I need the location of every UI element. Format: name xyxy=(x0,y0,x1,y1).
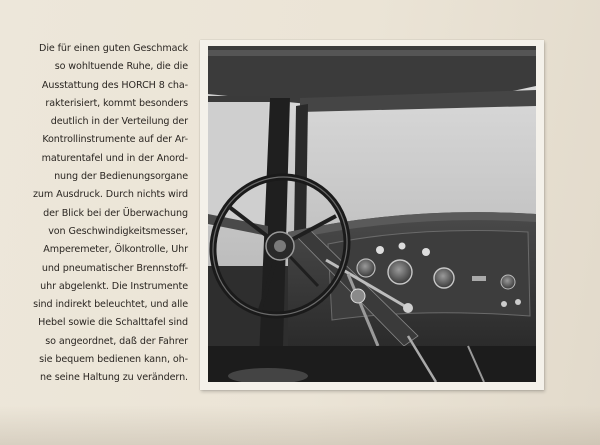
text-line: so wohltuende Ruhe, die die xyxy=(54,61,188,73)
text-line: sind indirekt beleuchtet, und alle xyxy=(33,299,188,311)
text-line: und pneumatischer Brennstoff- xyxy=(41,262,188,274)
clock-gauge xyxy=(434,268,454,288)
dashboard-photo xyxy=(200,40,544,390)
text-line: sie bequem bedienen kann, oh- xyxy=(39,354,188,366)
dashboard-illustration xyxy=(208,46,536,382)
text-line: ne seine Haltung zu verändern. xyxy=(40,372,188,384)
text-line: Hebel sowie die Schalttafel sind xyxy=(38,317,188,329)
text-line: Die für einen guten Geschmack xyxy=(39,43,188,54)
text-line: Ausstattung des HORCH 8 cha- xyxy=(41,79,188,91)
text-line: uhr abgelenkt. Die Instrumente xyxy=(40,280,188,292)
speedometer-gauge xyxy=(388,260,412,284)
text-line: deutlich in der Verteilung der xyxy=(50,116,188,128)
text-line: Amperemeter, Ölkontrolle, Uhr xyxy=(43,244,188,256)
gauge-left xyxy=(357,259,375,277)
text-line: zum Ausdruck. Durch nichts wird xyxy=(33,189,188,201)
text-line: von Geschwindigkeitsmesser, xyxy=(48,225,188,237)
text-line: Kontrollinstrumente auf der Ar- xyxy=(42,134,188,146)
text-line: so angeordnet, daß der Fahrer xyxy=(45,335,188,347)
text-line: rakterisiert, kommt besonders xyxy=(45,97,188,109)
text-line: der Blick bei der Überwachung xyxy=(43,207,188,219)
text-line: maturentafel und in der Anord- xyxy=(41,152,188,164)
text-line: nung der Bedienungsorgane xyxy=(54,171,188,183)
description-text xyxy=(8,40,188,388)
